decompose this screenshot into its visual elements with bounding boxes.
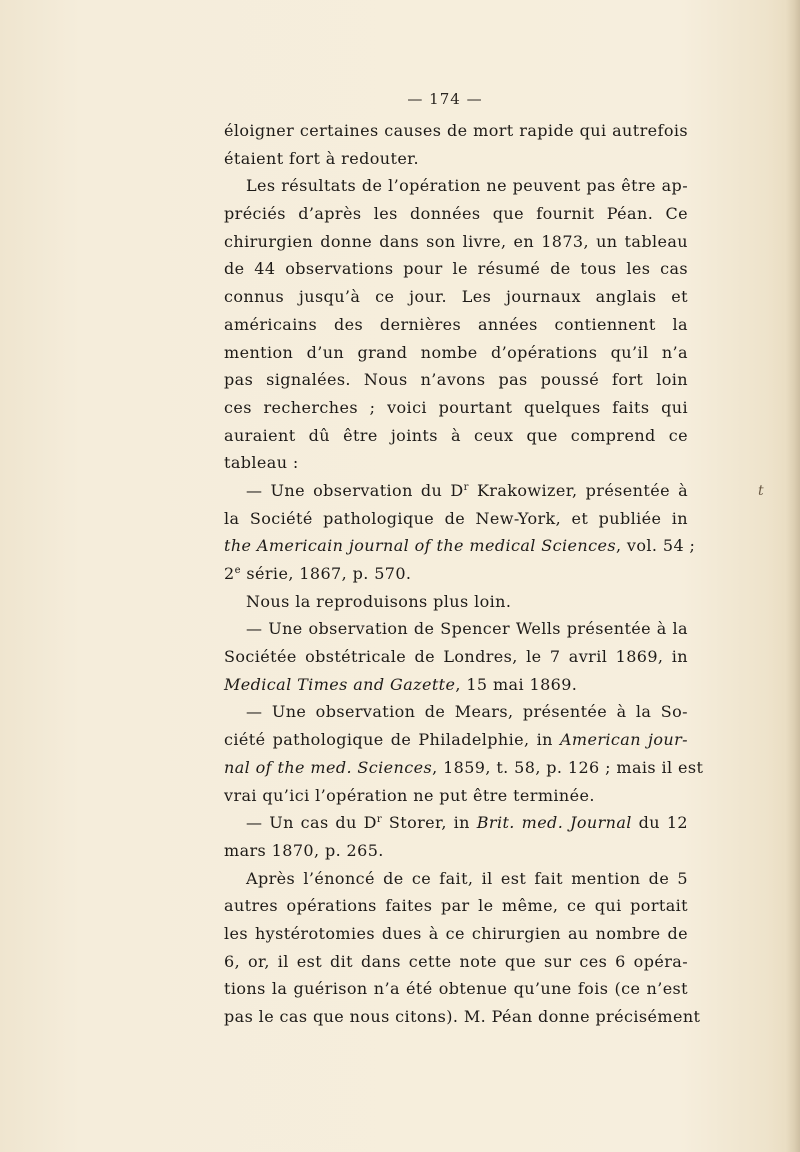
text-line: étaient fort à redouter. [224, 148, 419, 168]
text-line: — Une observation de Spencer Wells présentée à la [246, 619, 688, 639]
text-line: Medical Times and Gazette, 15 mai 1869. [224, 674, 578, 694]
text-line: — Une observation du $D^r$ Krakowizer, présentée à [246, 480, 689, 500]
page-edge-shadow [786, 0, 800, 1152]
text-line: mars 1870, p. 265. [224, 840, 384, 860]
text-line: — Un cas du $D^r$ Storer, in Brit. med. Journal du 12 [246, 813, 688, 833]
text-line: vrai qu’ici l’opération ne put être terminée. [224, 785, 595, 805]
text-line: connus jusqu’à ce jour. Les journaux anglais et [224, 287, 688, 307]
body-text [224, 117, 704, 1031]
text-line: Sociétée obstétricale de Londres, le 7 avril 1869, in [224, 647, 688, 667]
text-line: mention d’un grand nombe d’opérations qu’il n’a [224, 342, 688, 362]
text-line: la Société pathologique de New-York, et publiée in [224, 508, 688, 528]
text-line: ces recherches ; voici pourtant quelques faits qui [224, 397, 688, 417]
text-line: 6, or, il est dit dans cette note que sur ces 6 opéra- [224, 951, 688, 971]
text-line: autres opérations faites par le même, ce qui portait [224, 896, 688, 916]
text-line: pas signalées. Nous n’avons pas poussé fort loin [224, 370, 688, 390]
text-line: Après l’énoncé de ce fait, il est fait mention de 5 [246, 868, 688, 888]
page-number: — 174 — [407, 90, 483, 108]
text-line: — Une observation de Mears, présentée à la So- [246, 702, 688, 722]
text-line: éloigner certaines causes de mort rapide qui autrefois [224, 121, 688, 140]
text-line: préciés d’après les données que fournit Péan. Ce [224, 204, 688, 224]
text-line: chirurgien donne dans son livre, en 1873, un tableau [224, 231, 688, 251]
text-line: tions la guérison n’a été obtenue qu’une fois (ce n’est [224, 979, 688, 999]
text-line: Les résultats de l’opération ne peuvent pas être ap- [246, 176, 688, 196]
text-line: pas le cas que nous citons). M. Péan donne précisément [224, 1007, 701, 1026]
text-line: les hystérotomies dues à ce chirurgien au nombre de [224, 923, 688, 943]
text-line: américains des dernières années contiennent la [224, 314, 688, 334]
margin-mark: t [758, 483, 764, 499]
text-line: 2e série, 1867, p. 570. [224, 564, 412, 583]
text-line: Nous la reproduisons plus loin. [246, 591, 512, 611]
text-line: nal of the med. Sciences, 1859, t. 58, p. 126 ; mais il est [224, 757, 704, 777]
text-line: ciété pathologique de Philadelphie, in American jour- [224, 730, 688, 750]
text-line: the Americain journal of the medical Sciences, vol. 54 ; [224, 536, 696, 556]
text-line: auraient dû être joints à ceux que comprend ce [224, 425, 688, 445]
text-line: de 44 observations pour le résumé de tous les cas [224, 259, 688, 279]
text-line: tableau : [224, 453, 299, 473]
